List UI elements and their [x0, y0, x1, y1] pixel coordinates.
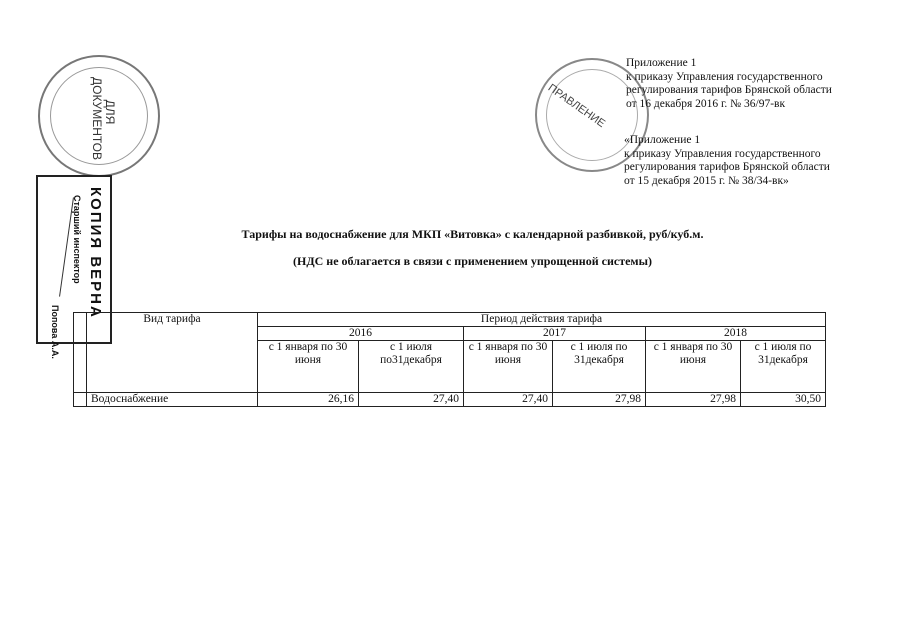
period-cell: с 1 июля по31декабря: [359, 341, 464, 393]
appendix-line: от 15 декабря 2015 г. № 38/34-вк»: [624, 174, 789, 187]
period-header: Период действия тарифа: [258, 313, 826, 327]
tariff-value-cell: 27,98: [553, 393, 646, 407]
appendix-header-previous: [624, 134, 830, 188]
appendix-line: «Приложение 1: [624, 134, 701, 146]
table-gutter-cell: [74, 393, 87, 407]
period-cell: с 1 января по 30 июня: [464, 341, 553, 393]
year-header: 2017: [464, 327, 646, 341]
document-title: Тарифы на водоснабжение для МКП «Витовка» с календарной разбивкой, руб/куб.м.: [241, 227, 704, 241]
appendix-header-current: [626, 57, 832, 111]
tariff-type-header: Вид тарифа: [87, 313, 258, 393]
appendix-line: от 16 декабря 2016 г. № 36/97-вк: [626, 97, 786, 110]
period-cell: с 1 января по 30 июня: [646, 341, 741, 393]
appendix-line: Приложение 1: [626, 57, 697, 69]
tariff-value-cell: 30,50: [741, 393, 826, 407]
copy-stamp-name: Попова А.А.: [50, 305, 60, 359]
tariff-value-cell: 27,40: [464, 393, 553, 407]
tariff-value-cell: 26,16: [258, 393, 359, 407]
appendix-line: регулирования тарифов Брянской области: [626, 84, 832, 96]
period-cell: с 1 июля по 31декабря: [553, 341, 646, 393]
appendix-line: к приказу Управления государственного: [626, 70, 823, 83]
year-header: 2018: [646, 327, 826, 341]
appendix-line: к приказу Управления государственного: [624, 147, 821, 160]
tariff-name-cell: Водоснабжение: [87, 393, 258, 407]
table-row: [74, 393, 826, 407]
stamp-left-text: ДЛЯ ДОКУМЕНТОВ: [90, 77, 117, 161]
period-cell: с 1 января по 30 июня: [258, 341, 359, 393]
copy-stamp-role: Старший инспектор: [72, 195, 82, 284]
document-stamp-circle: [38, 55, 160, 177]
table-header-row: [74, 313, 826, 327]
appendix-line: регулирования тарифов Брянской области: [624, 161, 830, 173]
tariff-value-cell: 27,40: [359, 393, 464, 407]
table-gutter-cell: [74, 313, 87, 393]
tariff-value-cell: 27,98: [646, 393, 741, 407]
copy-stamp-title: КОПИЯ ВЕРНА: [87, 187, 104, 319]
seal-text: ПРАВЛЕНИЕ: [545, 81, 608, 131]
tariff-table: [73, 312, 826, 407]
period-cell: с 1 июля по 31декабря: [741, 341, 826, 393]
year-header: 2016: [258, 327, 464, 341]
document-subtitle: (НДС не облагается в связи с применением упрощенной системы): [293, 254, 652, 268]
